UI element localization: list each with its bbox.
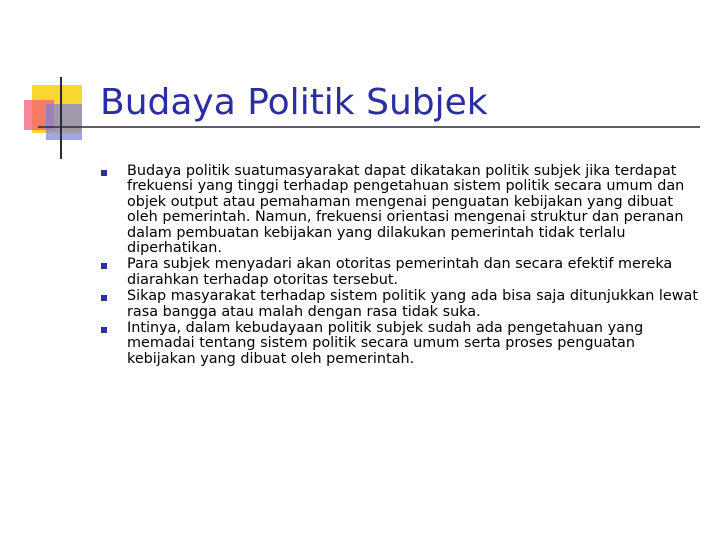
bullet-text: Intinya, dalam kebudayaan politik subjek sudah ada pengetahuan yang memadai tentang sistem politik secara umum serta proses penguatan kebijakan yang dibuat oleh pemerintah. — [127, 320, 644, 367]
square-bullet-icon — [101, 263, 107, 269]
square-bullet-icon — [101, 170, 107, 176]
bullet-list — [100, 164, 700, 367]
bullet-item — [100, 257, 700, 288]
square-bullet-icon — [101, 295, 107, 301]
bullet-item — [100, 289, 700, 320]
square-bullet-icon — [101, 327, 107, 333]
bullet-item — [100, 321, 700, 367]
slide-title: Budaya Politik Subjek — [100, 82, 488, 123]
bullet-text: Sikap masyarakat terhadap sistem politik yang ada bisa saja ditunjukkan lewat rasa bangga atau malah dengan rasa tidak suka. — [127, 288, 698, 320]
bullet-item — [100, 164, 700, 256]
bullet-text: Budaya politik suatumasyarakat dapat dikatakan politik subjek jika terdapat frekuensi yang tinggi terhadap pengetahuan sistem politik secara umum dan objek output atau pemahaman mengenai penguatan kebijakan yang dibuat oleh pemerintah. Namun, frekuensi orientasi mengenai struktur dan peranan dalam pembuatan kebijakan yang dilakukan pemerintah tidak terlalu diperhatikan. — [127, 163, 685, 257]
bullet-text: Para subjek menyadari akan otoritas pemerintah dan secara efektif mereka diarahkan terhadap otoritas tersebut. — [127, 256, 673, 288]
decor-blue-square — [46, 104, 82, 140]
